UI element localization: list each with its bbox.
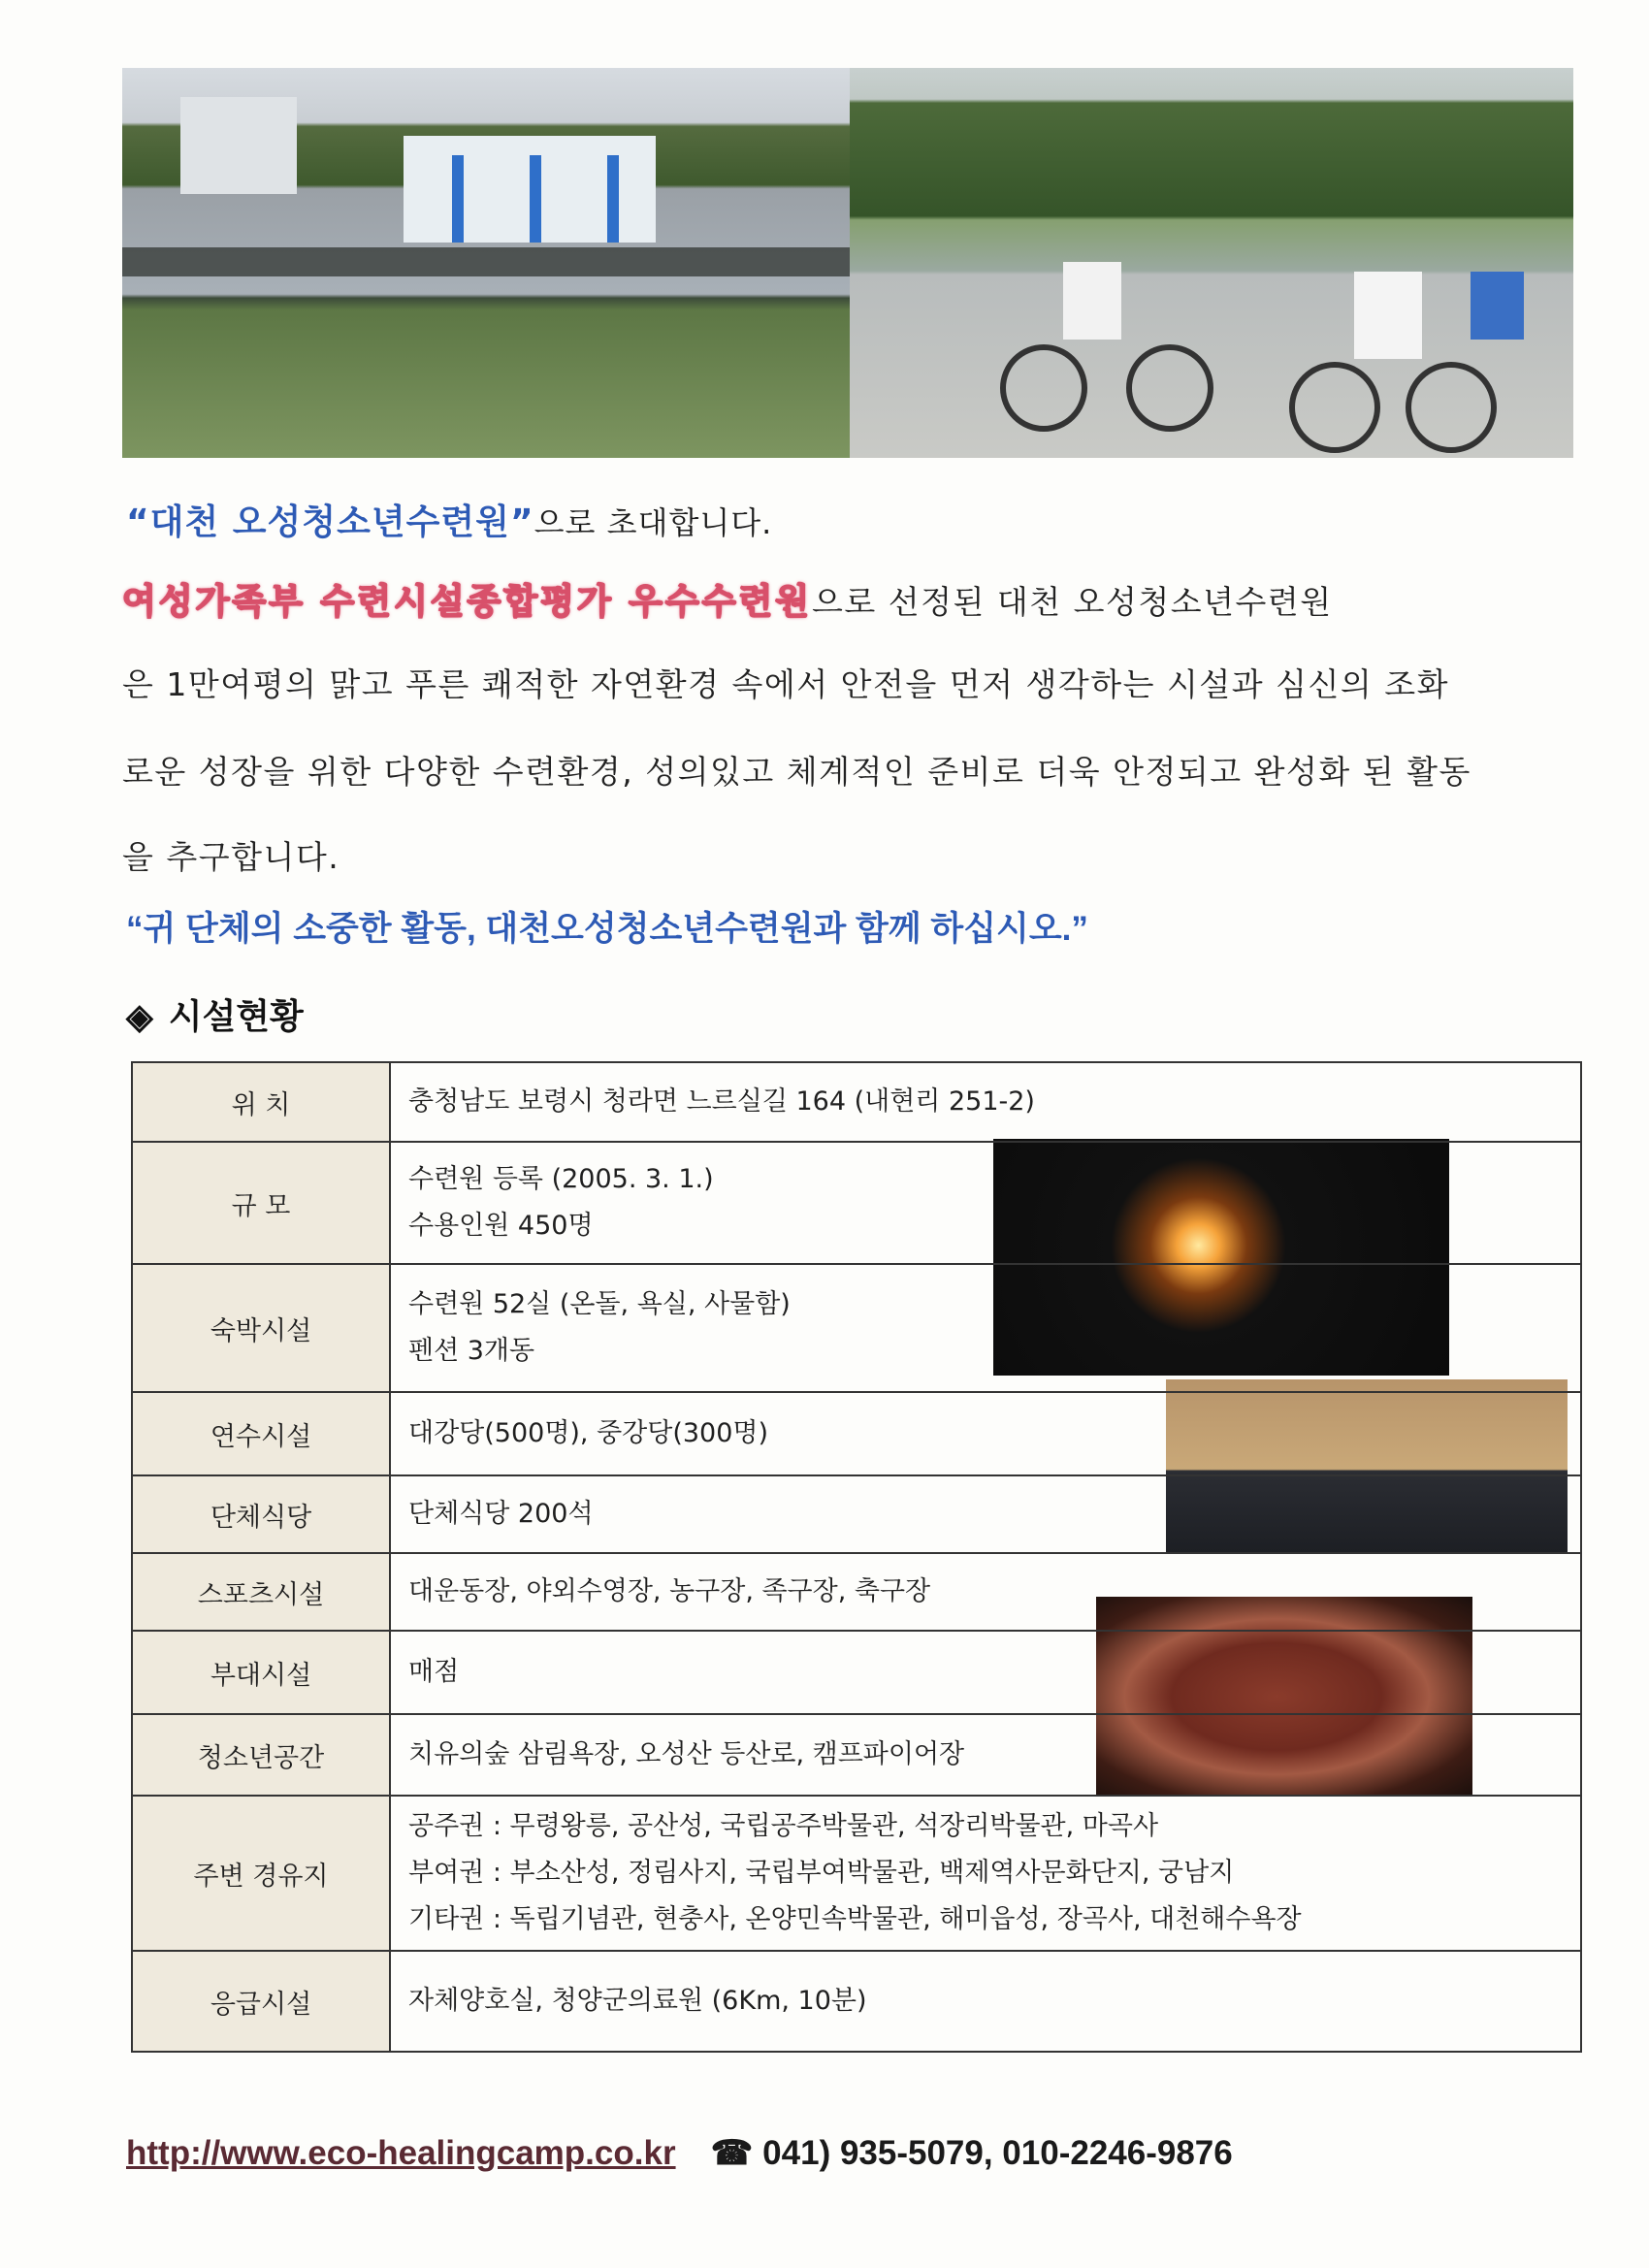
headline-name: “대천 오성청소년수련원” [126,502,534,542]
footer [126,2134,1233,2173]
facility-value [390,1475,1581,1553]
headline [126,495,772,544]
facility-value [390,1714,1581,1796]
award-badge-text: 여성가족부 수련시설종합평가 우수수련원 [122,582,813,622]
facility-label: 청소년공간 [132,1714,390,1796]
facility-value [390,1142,1581,1264]
intro-line-3: 로운 성장을 위한 다양한 수련환경, 성의있고 체계적인 준비로 더욱 안정되고 완성화 된 활동 [122,753,1471,791]
facility-row [132,1796,1581,1951]
facility-label: 부대시설 [132,1631,390,1714]
diamond-bullet-icon: ◈ [126,996,153,1036]
facility-value-line: 단체식당 200석 [408,1499,594,1529]
facility-label: 스포츠시설 [132,1553,390,1631]
slogan: “귀 단체의 소중한 활동, 대천오성청소년수련원과 함께 하십시오.” [126,910,1088,948]
facility-row [132,1062,1581,1142]
facility-table-body [132,1062,1581,2052]
facility-value [390,1264,1581,1392]
facility-value [390,1392,1581,1475]
facility-row [132,1264,1581,1392]
intro-line-1 [122,574,1577,624]
facility-label: 응급시설 [132,1951,390,2052]
facility-value [390,1951,1581,2052]
facility-row [132,1553,1581,1631]
facility-label: 숙박시설 [132,1264,390,1392]
phone-icon: ☎ [710,2134,754,2172]
photo-campus-field [122,68,850,458]
facility-label: 단체식당 [132,1475,390,1553]
intro-line-2: 은 1만여평의 맑고 푸른 쾌적한 자연환경 속에서 안전을 먼저 생각하는 시설과 심신의 조화 [122,665,1449,703]
facility-row [132,1951,1581,2052]
facility-row [132,1475,1581,1553]
intro-line-4: 을 추구합니다. [122,838,340,876]
facility-value-line: 부여권 : 부소산성, 정림사지, 국립부여박물관, 백제역사문화단지, 궁남지 [408,1858,1235,1888]
section-title [126,989,304,1039]
phone-numbers: 041) 935-5079, 010-2246-9876 [762,2134,1233,2172]
facility-value-line: 펜션 3개동 [408,1336,535,1366]
facility-value-line: 기타권 : 독립기념관, 현충사, 온양민속박물관, 해미읍성, 장곡사, 대천해수욕장 [408,1904,1302,1934]
facility-value [390,1553,1581,1631]
facility-label: 규 모 [132,1142,390,1264]
facility-value-line: 자체양호실, 청양군의료원 (6Km, 10분) [408,1986,867,2016]
facility-label: 주변 경유지 [132,1796,390,1951]
facility-value-line: 수련원 등록 (2005. 3. 1.) [408,1164,714,1194]
headline-rest: 으로 초대합니다. [534,504,773,541]
facility-row [132,1392,1581,1475]
facility-value-line: 매점 [408,1657,460,1687]
facility-value-line: 충청남도 보령시 청라면 느르실길 164 (내현리 251-2) [408,1086,1035,1117]
facility-value-line: 공주권 : 무령왕릉, 공산성, 국립공주박물관, 석장리박물관, 마곡사 [408,1811,1159,1841]
facility-value [390,1062,1581,1142]
facility-value-line: 대강당(500명), 중강당(300명) [408,1418,769,1448]
facility-value [390,1796,1581,1951]
photo-cycling [850,68,1573,458]
facility-table [131,1061,1582,2053]
facility-value-line: 대운동장, 야외수영장, 농구장, 족구장, 축구장 [408,1576,931,1606]
intro-line-1-rest: 으로 선정된 대천 오성청소년수련원 [812,583,1333,621]
facility-label: 위 치 [132,1062,390,1142]
website-link[interactable]: http://www.eco-healingcamp.co.kr [126,2134,676,2172]
facility-value-line: 치유의숲 삼림욕장, 오성산 등산로, 캠프파이어장 [408,1739,965,1769]
facility-row [132,1714,1581,1796]
facility-row [132,1142,1581,1264]
section-title-text: 시설현황 [168,996,304,1036]
facility-label: 연수시설 [132,1392,390,1475]
facility-value [390,1631,1581,1714]
facility-row [132,1631,1581,1714]
facility-value-line: 수련원 52실 (온돌, 욕실, 사물함) [408,1289,791,1319]
facility-value-line: 수용인원 450명 [408,1211,594,1241]
